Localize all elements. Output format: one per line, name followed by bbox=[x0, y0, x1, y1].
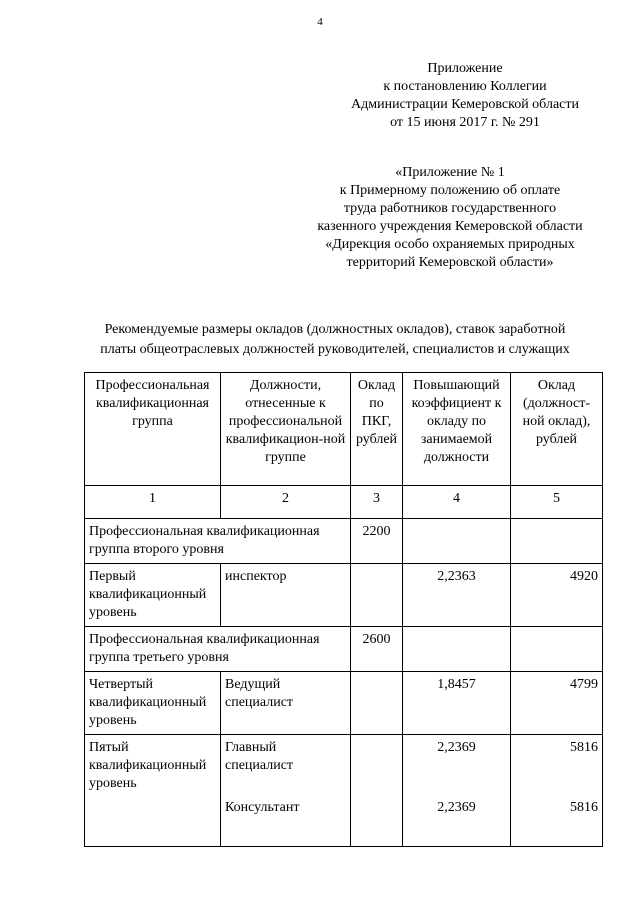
header-cell-positions: Должности, отнесенные к профессиональной квалификацион-ной группе bbox=[221, 373, 351, 486]
coefficient: 2,2369 bbox=[437, 800, 476, 815]
appendix-1-line: «Приложение № 1 bbox=[395, 165, 505, 180]
coefficient: 1,8457 bbox=[403, 672, 511, 735]
empty-cell bbox=[403, 519, 511, 564]
appendix-line: Приложение bbox=[427, 61, 503, 76]
column-number: 3 bbox=[351, 486, 403, 519]
appendix-line: от 15 июня 2017 г. № 291 bbox=[390, 115, 540, 130]
coefficient: 2,2369 bbox=[437, 740, 476, 755]
empty-cell bbox=[351, 672, 403, 735]
group-salary: 2200 bbox=[351, 519, 403, 564]
position-salary: 4799 bbox=[511, 672, 603, 735]
table-row-group bbox=[85, 519, 603, 564]
salary-cell bbox=[511, 735, 603, 847]
header-cell-salary: Оклад (должност-ной оклад), рублей bbox=[511, 373, 603, 486]
empty-cell bbox=[511, 519, 603, 564]
empty-cell bbox=[351, 735, 403, 847]
group-name: Профессиональная квалификационная группа третьего уровня bbox=[85, 627, 351, 672]
appendix-line: Администрации Кемеровской области bbox=[351, 97, 579, 112]
group-name: Профессиональная квалификационная группа второго уровня bbox=[85, 519, 351, 564]
position-title: Консультант bbox=[225, 800, 300, 815]
coefficient-cell bbox=[403, 735, 511, 847]
appendix-1-line: «Дирекция особо охраняемых природных bbox=[325, 237, 575, 252]
header-cell-pkg-salary: Оклад по ПКГ, рублей bbox=[351, 373, 403, 486]
page-number: 4 bbox=[317, 16, 323, 28]
spacer bbox=[515, 757, 598, 799]
table-header-row bbox=[85, 373, 603, 486]
column-number-row bbox=[85, 486, 603, 519]
position-salary: 5816 bbox=[570, 740, 598, 755]
empty-cell bbox=[403, 627, 511, 672]
table-row-group bbox=[85, 627, 603, 672]
level-name: Пятый квалификационный уровень bbox=[85, 735, 221, 847]
title-line: Рекомендуемые размеры окладов (должностных окладов), ставок заработной bbox=[104, 322, 566, 337]
level-name: Четвертый квалификационный уровень bbox=[85, 672, 221, 735]
column-number: 2 bbox=[221, 486, 351, 519]
column-number: 1 bbox=[85, 486, 221, 519]
empty-cell bbox=[511, 627, 603, 672]
salary-table bbox=[84, 372, 603, 847]
appendix-1-header bbox=[300, 164, 600, 272]
appendix-1-line: труда работников государственного bbox=[343, 201, 557, 216]
title-line: платы общеотраслевых должностей руководителей, специалистов и служащих bbox=[100, 342, 570, 357]
spacer bbox=[407, 757, 506, 799]
header-cell-coefficient: Повышающий коэффициент к окладу по занимаемой должности bbox=[403, 373, 511, 486]
appendix-line: к постановлению Коллегии bbox=[383, 79, 547, 94]
appendix-1-line: к Примерному положению об оплате bbox=[339, 183, 561, 198]
column-number: 4 bbox=[403, 486, 511, 519]
document-title bbox=[70, 320, 600, 360]
header-cell-group: Профессиональная квалификационная группа bbox=[85, 373, 221, 486]
position-title: Ведущий специалист bbox=[221, 672, 351, 735]
position-cell bbox=[221, 735, 351, 847]
position-title: Главный специалист bbox=[225, 740, 294, 773]
position-salary: 4920 bbox=[511, 564, 603, 627]
table-row bbox=[85, 564, 603, 627]
appendix-1-line: казенного учреждения Кемеровской области bbox=[317, 219, 583, 234]
table-row bbox=[85, 735, 603, 847]
empty-cell bbox=[351, 564, 403, 627]
table-row bbox=[85, 672, 603, 735]
column-number: 5 bbox=[511, 486, 603, 519]
group-salary: 2600 bbox=[351, 627, 403, 672]
position-title: инспектор bbox=[221, 564, 351, 627]
coefficient: 2,2363 bbox=[403, 564, 511, 627]
appendix-1-line: территорий Кемеровской области» bbox=[346, 255, 554, 270]
spacer bbox=[225, 775, 346, 799]
appendix-header bbox=[330, 60, 600, 132]
position-salary: 5816 bbox=[570, 800, 598, 815]
level-name: Первый квалификационный уровень bbox=[85, 564, 221, 627]
